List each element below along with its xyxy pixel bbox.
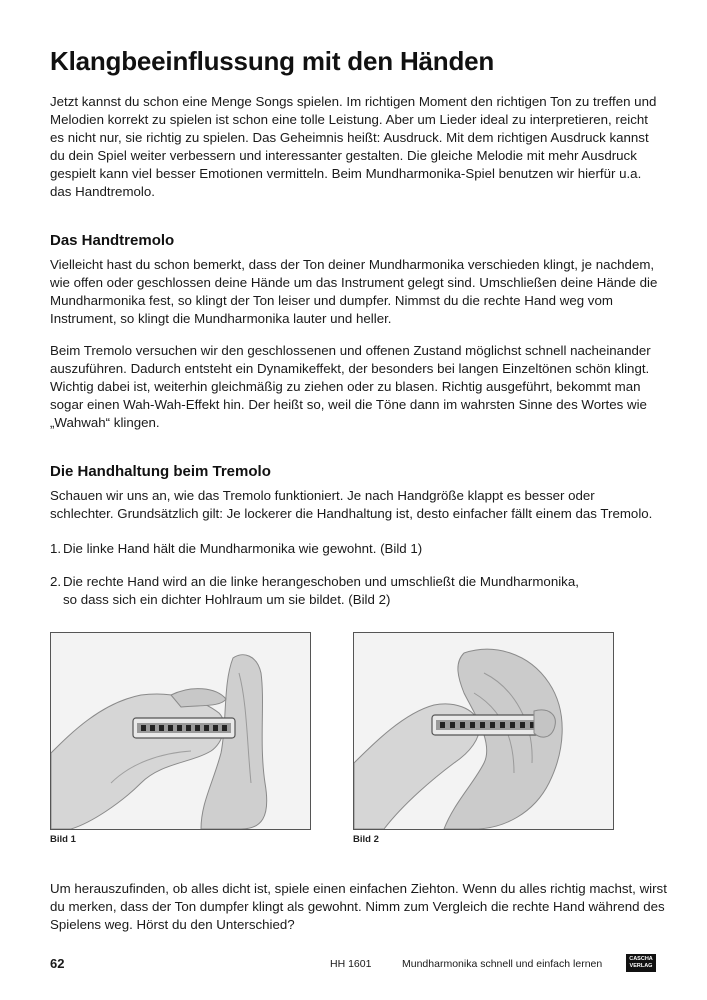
list-item [50, 540, 670, 558]
logo-line-1: CASCHA [629, 956, 653, 962]
caption-bild-2: Bild 2 [353, 834, 379, 845]
handhaltung-paragraph: Schauen wir uns an, wie das Tremolo funktioniert. Je nach Handgröße klappt es besser oder schlechter. Grundsätzlich gilt: Je lockerer die Handhaltung ist, desto einfacher fällt einem das Tremolo. [50, 488, 653, 521]
page-number: 62 [50, 956, 65, 971]
list-number: 1. [50, 541, 62, 556]
publisher-logo [626, 954, 656, 972]
list-number: 2. [50, 574, 62, 589]
list-text: Die linke Hand hält die Mundharmonika wie gewohnt. (Bild 1) [63, 541, 423, 556]
page-title: Klangbeeinflussung mit den Händen [50, 46, 495, 76]
intro-paragraph: Jetzt kannst du schon eine Menge Songs spielen. Im richtigen Moment den richtigen Ton zu treffen und Melodien korrekt zu spielen ist schon eine tolle Leistung. Aber um Lieder ideal zu interpretieren, reicht es nicht nur, sie richtig zu spielen. Das Geheimnis heißt: Ausdruck. Mit dem richtigen Ausdruck kannst du dein Spiel weiter verbessern und interessanter gestalten. Die gleiche Melodie mit mehr Ausdruck gespielt kann viel besser Emotionen vermitteln. Beim Mundharmonika-Spiel benutzen wir hierfür u.a. das Handtremolo. [50, 94, 657, 199]
book-title: Mundharmonika schnell und einfach lernen [402, 958, 603, 970]
photo-bild-2 [353, 632, 614, 830]
section-heading-handhaltung: Die Handhaltung beim Tremolo [50, 463, 271, 480]
book-code: HH 1601 [330, 958, 372, 970]
closing-paragraph: Um herauszufinden, ob alles dicht ist, spiele einen einfachen Ziehton. Wenn du alles richtig machst, wirst du merken, dass der Ton dumpfer klingt als gewohnt. Nimm zum Vergleich die rechte Hand während des Spielens weg. Hörst du den Unterschied? [50, 881, 667, 932]
hands-holding-harmonica-illustration [51, 633, 310, 829]
handtremolo-paragraph-1: Vielleicht hast du schon bemerkt, dass der Ton deiner Mundharmonika verschieden klingt, je nachdem, wie offen oder geschlossen deine Hände um das Instrument gelegt sind. Umschließen deine Hände die Mundharmonika fest, so klingt der Ton leiser und dumpfer. Nimmst du die rechte Hand weg vom Instrument, so klingt die Mundharmonika lauter und heller. [50, 257, 658, 326]
list-text-continued: so dass sich ein dichter Hohlraum um sie bildet. (Bild 2) [63, 592, 391, 607]
handtremolo-paragraph-2: Beim Tremolo versuchen wir den geschlossenen und offenen Zustand möglichst schnell nacheinander auszuführen. Dadurch entsteht ein Dynamikeffekt, der besonders bei langen Einzeltönen schön klingt. Wichtig dabei ist, weiterhin gleichmäßig zu ziehen oder zu blasen. Richtig ausgeführt, bekommt man sogar einen Wah-Wah-Effekt hin. Der heißt so, weil die Töne dann im wahrsten Sinne des Wortes wie „Wahwah“ klingen. [50, 343, 651, 430]
photo-bild-1 [50, 632, 311, 830]
caption-bild-1: Bild 1 [50, 834, 76, 845]
list-text: Die rechte Hand wird an die linke herangeschoben und umschließt die Mundharmonika, [63, 574, 579, 589]
section-heading-handtremolo: Das Handtremolo [50, 232, 175, 249]
list-item [50, 573, 670, 609]
logo-line-2: VERLAG [629, 963, 653, 969]
hands-cupping-harmonica-illustration [354, 633, 613, 829]
